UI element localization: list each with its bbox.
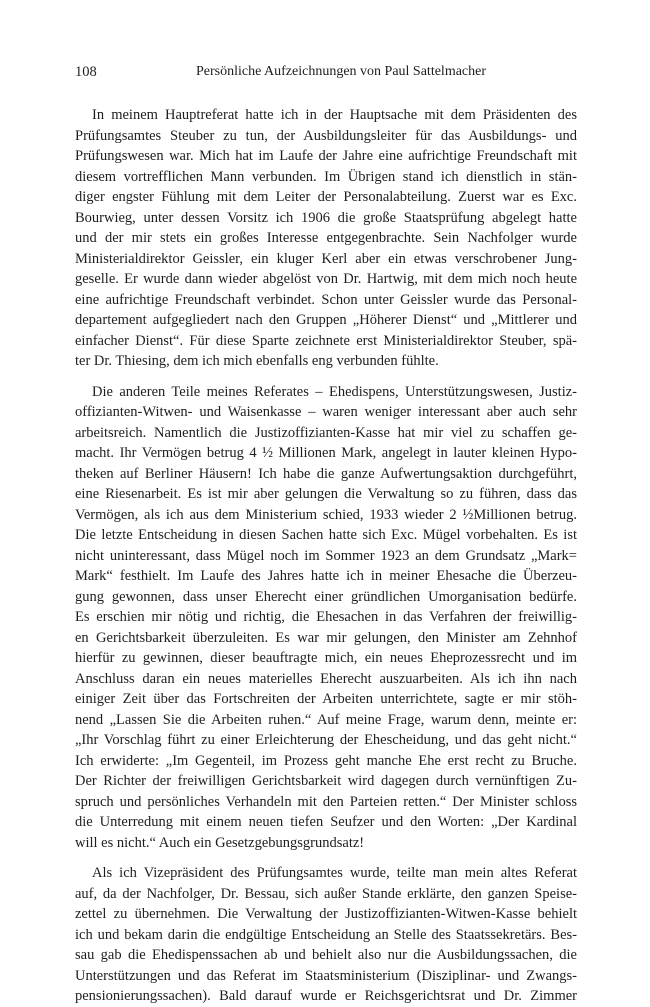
text-line: geselle. Er wurde dann wieder abgelöst von Dr. Hartwig, mit dem mich noch heute [75, 271, 577, 287]
text-line: diger engster Fühlung mit dem Leiter der Personalabteilung. Zuerst war es Exc. [75, 189, 577, 205]
text-line: Die letzte Entscheidung in diesen Sachen hatte sich Exc. Mügel vorbehalten. Es ist [75, 527, 577, 543]
text-line: Mark“ festhielt. Im Laufe des Jahres hatte ich in meiner Ehesache die Überzeu- [75, 568, 577, 584]
text-line: sau gab die Ehedispenssachen ab und behielt also nur die Ausbildungssachen, die [75, 947, 577, 963]
text-line: nend „Lassen Sie die Arbeiten ruhen.“ Auf meine Frage, warum denn, meinte er: [75, 711, 577, 728]
text-line: nicht uninteressant, dass Mügel noch im Sommer 1923 an dem Grundsatz „Mark= [75, 547, 577, 564]
text-line: einiger Zeit über das Fortschreiten der Arbeiten unterrichtete, sagte er mir stöh- [75, 691, 577, 707]
text-line: departement aufgegliedert nach den Gruppen „Höherer Dienst“ und „Mittlerer und [75, 312, 577, 328]
text-line: Prüfungsamtes Steuber zu tun, der Ausbildungsleiter für das Ausbildungs- und [75, 127, 577, 144]
text-line: theken auf Berliner Häusern! Ich habe die ganze Aufwertungsaktion durchgeführt, [75, 465, 577, 482]
text-line: en Gerichtsbarkeit überzuleiten. Es war mir gelungen, den Minister am Zehnhof [75, 629, 577, 646]
text-line: Es erschien mir nötig und richtig, die Ehesachen in das Verfahren der freiwillig- [75, 609, 577, 625]
text-line: Als ich Vizepräsident des Prüfungsamtes wurde, teilte man mein altes Referat [92, 865, 577, 881]
paragraph-2 [75, 382, 577, 854]
text-line: einfacher Dienst“. Für diese Sparte zeichnete erst Ministerialdirektor Steuber, spä- [75, 332, 577, 349]
text-line: Anschluss daran ein neues materielles Eherecht auszuarbeiten. Als ich ihn nach [75, 670, 577, 687]
running-title: Persönliche Aufzeichnungen von Paul Sattelmacher [195, 64, 487, 79]
text-line: diesem vortrefflichen Mann verbunden. Im Übrigen stand ich dienstlich in stän- [75, 168, 577, 185]
text-line: In meinem Hauptreferat hatte ich in der Hauptsache mit dem Präsidenten des [92, 107, 577, 123]
text-line: arbeitsreich. Namentlich die Justizoffizianten-Kasse hat mir viel zu schaffen ge- [75, 424, 577, 441]
text-line: gung gewonnen, dass unser Eherecht einer gründlichen Umorganisation bedürfe. [75, 588, 577, 605]
paragraph-1 [75, 105, 577, 372]
text-line: hierfür zu gewinnen, dieser beauftragte mich, ein neues Eheprozessrecht und im [75, 650, 577, 666]
text-line: Der Richter der freiwilligen Gerichtsbarkeit wird dagegen durch vernünftigen Zu- [75, 773, 577, 789]
running-head [75, 62, 577, 82]
page-number: 108 [75, 64, 97, 80]
text-line: spruch und persönliches Verhandeln mit den Parteien retten.“ Der Minister schloss [75, 793, 577, 810]
text-line: Die anderen Teile meines Referates – Ehedispens, Unterstützungswesen, Justiz- [92, 383, 577, 400]
text-line: Ministerialdirektor Geissler, ein kluger Kerl aber ein etwas verschrobener Jung- [75, 250, 577, 267]
text-line: die Unterredung mit einem neuen tiefen Seufzer und den Worten: „Der Kardinal [75, 814, 577, 830]
text-line: Unterstützungen und das Referat im Staatsministerium (Disziplinar- und Zwangs- [75, 967, 577, 984]
text-line: und der mir stets ein großes Interesse entgegenbrachte. Sein Nachfolger wurde [75, 230, 577, 246]
text-line: macht. Ihr Vermögen betrug 4 ½ Millionen Mark, angelegt in lauter kleinen Hypo- [75, 445, 577, 461]
body-text [75, 105, 577, 1007]
text-line: offizianten-Witwen- und Waisenkasse – waren weniger interessant aber auch sehr [75, 404, 577, 420]
text-line: Ich erwiderte: „Im Gegenteil, im Prozess geht manche Ehe erst recht zu Bruche. [75, 752, 577, 769]
text-line: pensionierungssachen). Bald darauf wurde er Reichsgerichtsrat und Dr. Zimmer [75, 988, 577, 1004]
text-line: Bourwieg, unter dessen Vorsitz ich 1906 die große Staatsprüfung abgelegt hatte [75, 209, 577, 226]
text-line: Prüfungswesen war. Mich hat im Laufe der Jahre eine aufrichtige Freundschaft mit [75, 148, 577, 164]
text-line: zettel zu übernehmen. Die Verwaltung der Justizoffizianten-Witwen-Kasse behielt [75, 906, 577, 922]
text-line: ter Dr. Thiesing, dem ich mich ebenfalls eng verbunden fühlte. [75, 353, 439, 369]
text-line: eine aufrichtige Freundschaft verbindet. Schon unter Geissler wurde das Personal- [75, 291, 577, 308]
book-page [75, 62, 577, 1007]
text-line: „Ihr Vorschlag führt zu einer Erleichterung der Ehescheidung, und das geht nicht.“ [75, 732, 577, 748]
text-line: ich und bekam darin die endgültige Entscheidung an Stelle des Staatssekretärs. Bes- [75, 926, 577, 943]
text-line: auf, da der Nachfolger, Dr. Bessau, sich außer Stande erklärte, den ganzen Speise- [75, 885, 577, 902]
text-line: Vermögen, als ich aus dem Ministerium schied, 1933 wieder 2 ½Millionen betrug. [75, 506, 577, 523]
text-line: will es nicht.“ Auch ein Gesetzgebungsgrundsatz! [75, 834, 365, 851]
text-line: eine Riesenarbeit. Es ist mir aber gelungen die Verwaltung so zu führen, dass das [75, 486, 577, 502]
